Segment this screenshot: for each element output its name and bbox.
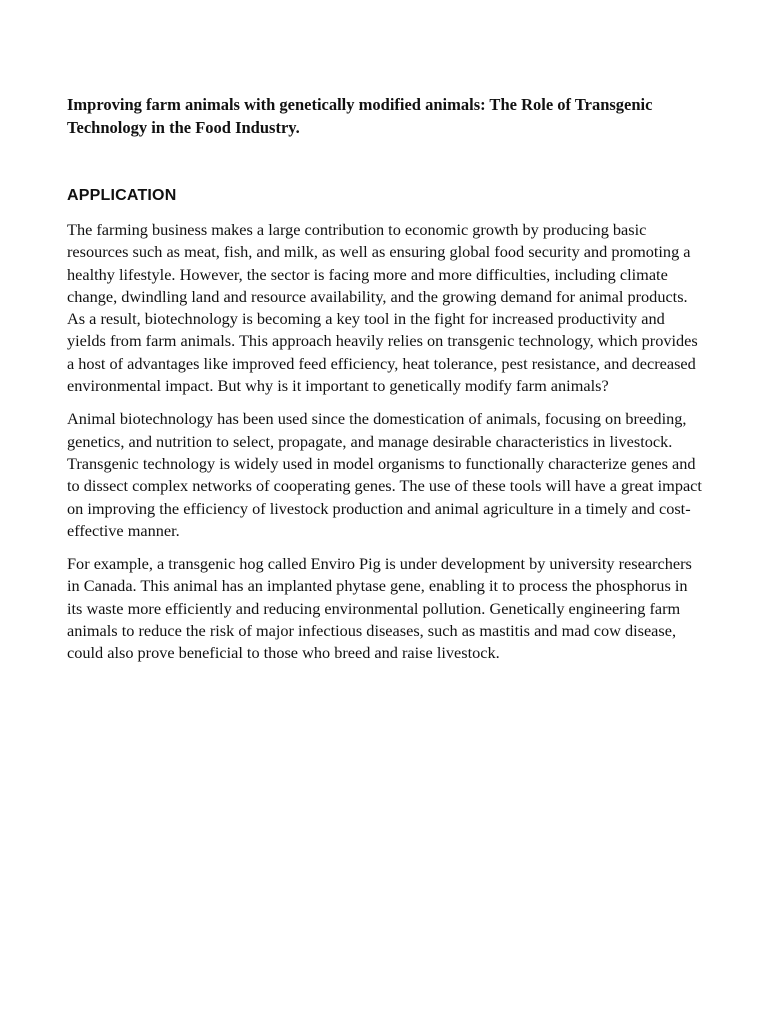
document-title: Improving farm animals with genetically modified animals: The Role of Transgenic Technology in the Food Industry. (67, 95, 653, 137)
section-heading: APPLICATION (67, 187, 177, 204)
paragraph-2: Animal biotechnology has been used since the domestication of animals, focusing on breeding, genetics, and nutrition to select, propagate, and manage desirable characteristics in livestock. Transgenic technology is widely used in model organisms to functionally characterize genes and to dissect complex networks of cooperating genes. The use of these tools will have a great impact on improving the efficiency of livestock production and animal agriculture in a timely and cost-effective manner. (67, 409, 702, 540)
paragraph-1: The farming business makes a large contribution to economic growth by producing basic resources such as meat, fish, and milk, as well as ensuring global food security and promoting a healthy lifestyle. However, the sector is facing more and more difficulties, including climate change, dwindling land and resource availability, and the growing demand for animal products. As a result, biotechnology is becoming a key tool in the fight for increased productivity and yields from farm animals. This approach heavily relies on transgenic technology, which provides a host of advantages like improved feed efficiency, heat tolerance, pest resistance, and decreased environmental impact. But why is it important to genetically modify farm animals? (67, 220, 698, 396)
paragraph-3: For example, a transgenic hog called Enviro Pig is under development by university researchers in Canada. This animal has an implanted phytase gene, enabling it to process the phosphorus in its waste more efficiently and reducing environmental pollution. Genetically engineering farm animals to reduce the risk of major infectious diseases, such as mastitis and mad cow disease, could also prove beneficial to those who breed and raise livestock. (67, 554, 692, 663)
document-page (67, 93, 703, 665)
